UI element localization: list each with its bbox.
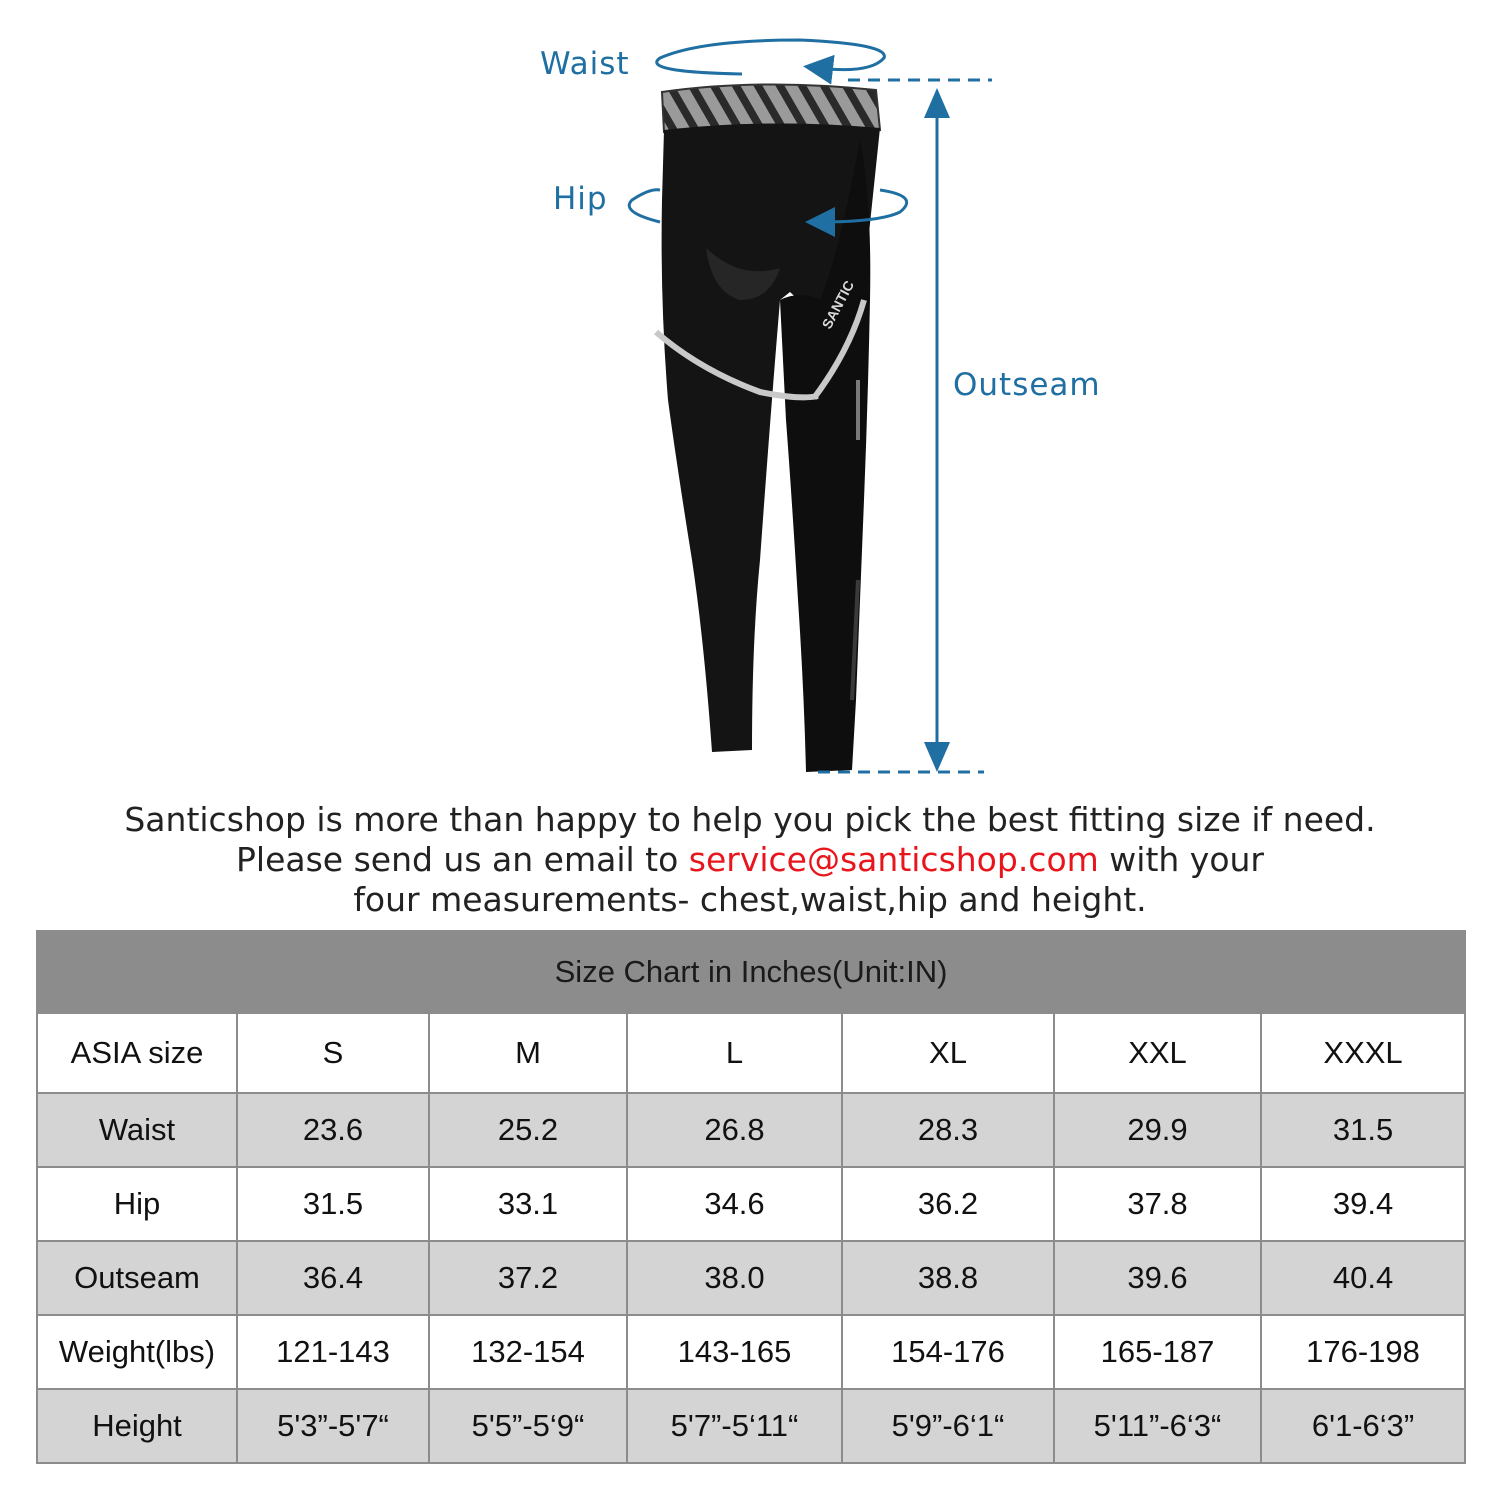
table-cell: 31.5	[237, 1167, 429, 1241]
help-line-3: four measurements- chest,waist,hip and height.	[353, 880, 1147, 919]
table-cell: 40.4	[1261, 1241, 1465, 1315]
table-title: Size Chart in Inches(Unit:IN)	[37, 931, 1465, 1013]
table-row	[37, 1167, 1465, 1241]
table-cell: 39.6	[1054, 1241, 1261, 1315]
help-line-2	[0, 840, 1500, 880]
table-cell: 39.4	[1261, 1167, 1465, 1241]
table-cell: 36.2	[842, 1167, 1054, 1241]
table-cell: 28.3	[842, 1093, 1054, 1167]
table-cell: 165-187	[1054, 1315, 1261, 1389]
waist-arrow	[657, 40, 885, 74]
table-cell: 23.6	[237, 1093, 429, 1167]
support-email-link[interactable]: service@santicshop.com	[688, 840, 1099, 879]
row-label: Outseam	[37, 1241, 237, 1315]
hip-label: Hip	[553, 181, 608, 217]
table-cell: 38.8	[842, 1241, 1054, 1315]
table-row	[37, 1315, 1465, 1389]
brand-mark: SANTIC	[818, 277, 858, 332]
table-cell: 31.5	[1261, 1093, 1465, 1167]
waist-label: Waist	[540, 46, 630, 82]
table-cell: XXL	[1054, 1013, 1261, 1093]
table-cell: M	[429, 1013, 627, 1093]
row-label: ASIA size	[37, 1013, 237, 1093]
table-cell: 143-165	[627, 1315, 842, 1389]
row-label: Height	[37, 1389, 237, 1463]
table-cell: XL	[842, 1013, 1054, 1093]
table-cell: 5'3”-5'7“	[237, 1389, 429, 1463]
row-label: Weight(lbs)	[37, 1315, 237, 1389]
table-cell: S	[237, 1013, 429, 1093]
table-cell: 132-154	[429, 1315, 627, 1389]
table-title-row	[37, 931, 1465, 1013]
table-cell: 5'5”-5‘9“	[429, 1389, 627, 1463]
table-cell: 37.2	[429, 1241, 627, 1315]
help-line-1: Santicshop is more than happy to help you pick the best fitting size if need.	[124, 800, 1376, 839]
pants-image	[656, 84, 880, 772]
table-header-row	[37, 1013, 1465, 1093]
table-cell: 34.6	[627, 1167, 842, 1241]
help-line-2-start: Please send us an email to	[236, 840, 689, 879]
table-cell: 5'9”-6‘1“	[842, 1389, 1054, 1463]
table-cell: 37.8	[1054, 1167, 1261, 1241]
table-cell: 5'11”-6‘3“	[1054, 1389, 1261, 1463]
table-cell: L	[627, 1013, 842, 1093]
row-label: Hip	[37, 1167, 237, 1241]
table-row	[37, 1241, 1465, 1315]
table-cell: 5'7”-5‘11“	[627, 1389, 842, 1463]
size-chart-table	[36, 930, 1466, 1464]
table-cell: 38.0	[627, 1241, 842, 1315]
table-cell: 176-198	[1261, 1315, 1465, 1389]
table-cell: 36.4	[237, 1241, 429, 1315]
help-line-2-end: with your	[1098, 840, 1264, 879]
table-row	[37, 1389, 1465, 1463]
table-cell: 25.2	[429, 1093, 627, 1167]
table-cell: 6'1-6‘3”	[1261, 1389, 1465, 1463]
table-cell: XXXL	[1261, 1013, 1465, 1093]
sizing-help-text	[0, 800, 1500, 920]
table-body	[37, 1013, 1465, 1463]
table-cell: 154-176	[842, 1315, 1054, 1389]
row-label: Waist	[37, 1093, 237, 1167]
table-row	[37, 1093, 1465, 1167]
table-cell: 26.8	[627, 1093, 842, 1167]
outseam-label: Outseam	[953, 367, 1101, 403]
table-cell: 29.9	[1054, 1093, 1261, 1167]
table-cell: 121-143	[237, 1315, 429, 1389]
table-cell: 33.1	[429, 1167, 627, 1241]
